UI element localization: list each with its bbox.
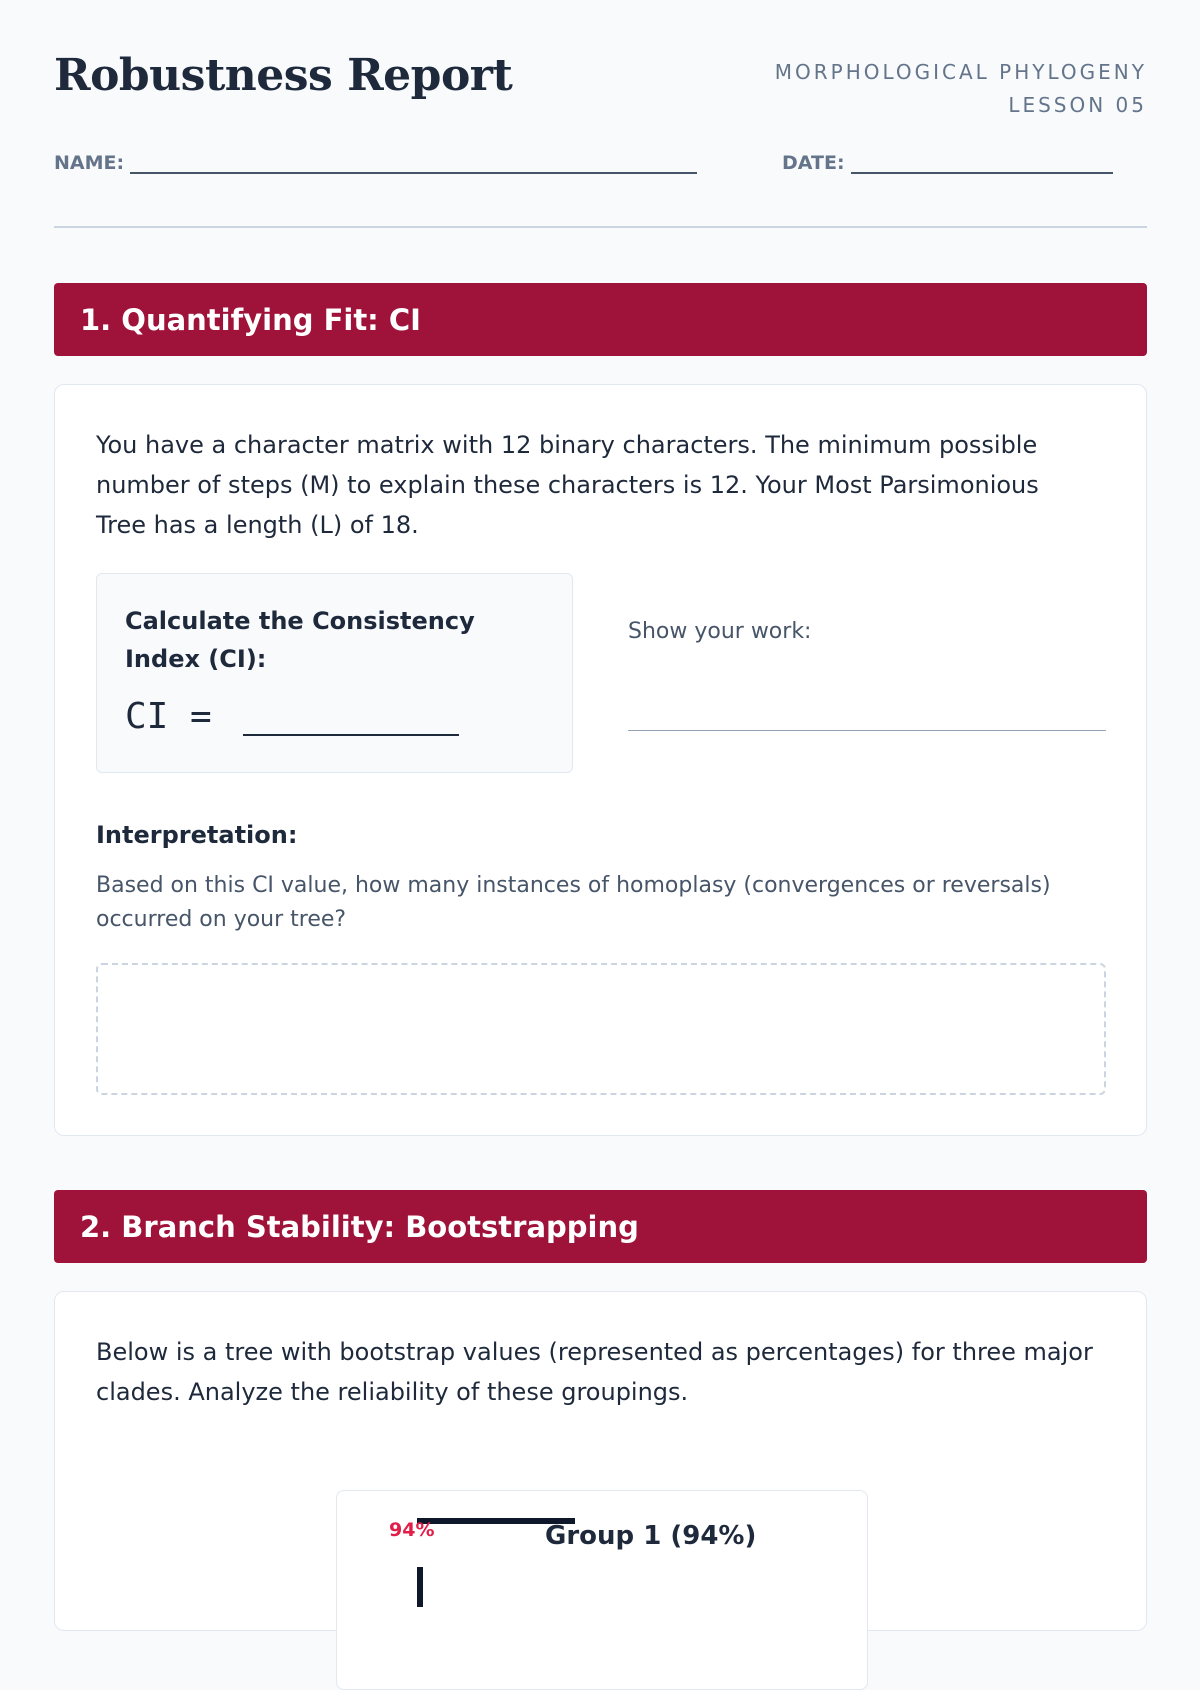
group-1-label: Group 1 (94%) [545, 1521, 757, 1551]
name-label: NAME: [54, 152, 125, 174]
course-meta [775, 56, 1147, 122]
ci-calculation-box [96, 573, 573, 773]
date-field[interactable] [782, 148, 1113, 174]
section-2-heading: 2. Branch Stability: Bootstrapping [54, 1190, 1147, 1263]
date-label: DATE: [782, 152, 845, 174]
section-1-intro: You have a character matrix with 12 binary characters. The minimum possible number of steps (M) to explain these characters is 12. Your Most Parsimonious Tree has a length (L) of 18. [96, 431, 1039, 539]
page-title: Robustness Report [54, 50, 513, 101]
ci-equation: CI = [125, 696, 212, 737]
interpretation-answer-box[interactable] [96, 963, 1106, 1095]
show-work-label: Show your work: [628, 619, 812, 644]
date-blank[interactable] [851, 148, 1113, 174]
show-work-line[interactable] [628, 730, 1106, 731]
student-fields [54, 148, 1147, 178]
interpretation-question: Based on this CI value, how many instances of homoplasy (convergences or reversals) occurred on your tree? [96, 873, 1051, 932]
ci-answer-blank[interactable] [243, 734, 459, 736]
section-2-intro: Below is a tree with bootstrap values (represented as percentages) for three major clades. Analyze the reliability of these groupings. [96, 1338, 1093, 1406]
section-1-card [54, 384, 1147, 1136]
header-divider [54, 226, 1147, 228]
bootstrap-value: 94% [389, 1519, 435, 1541]
name-blank[interactable] [130, 148, 697, 174]
tree-branch-vertical [417, 1567, 423, 1607]
interpretation-title: Interpretation: [96, 821, 298, 849]
ci-label: Calculate the Consistency Index (CI): [125, 607, 475, 673]
phylogenetic-tree-diagram [336, 1490, 868, 1690]
name-field[interactable] [54, 148, 697, 174]
course-name: MORPHOLOGICAL PHYLOGENY [774, 60, 1147, 84]
section-2-card [54, 1291, 1147, 1631]
section-1-heading: 1. Quantifying Fit: CI [54, 283, 1147, 356]
lesson-number: LESSON 05 [1008, 93, 1147, 117]
